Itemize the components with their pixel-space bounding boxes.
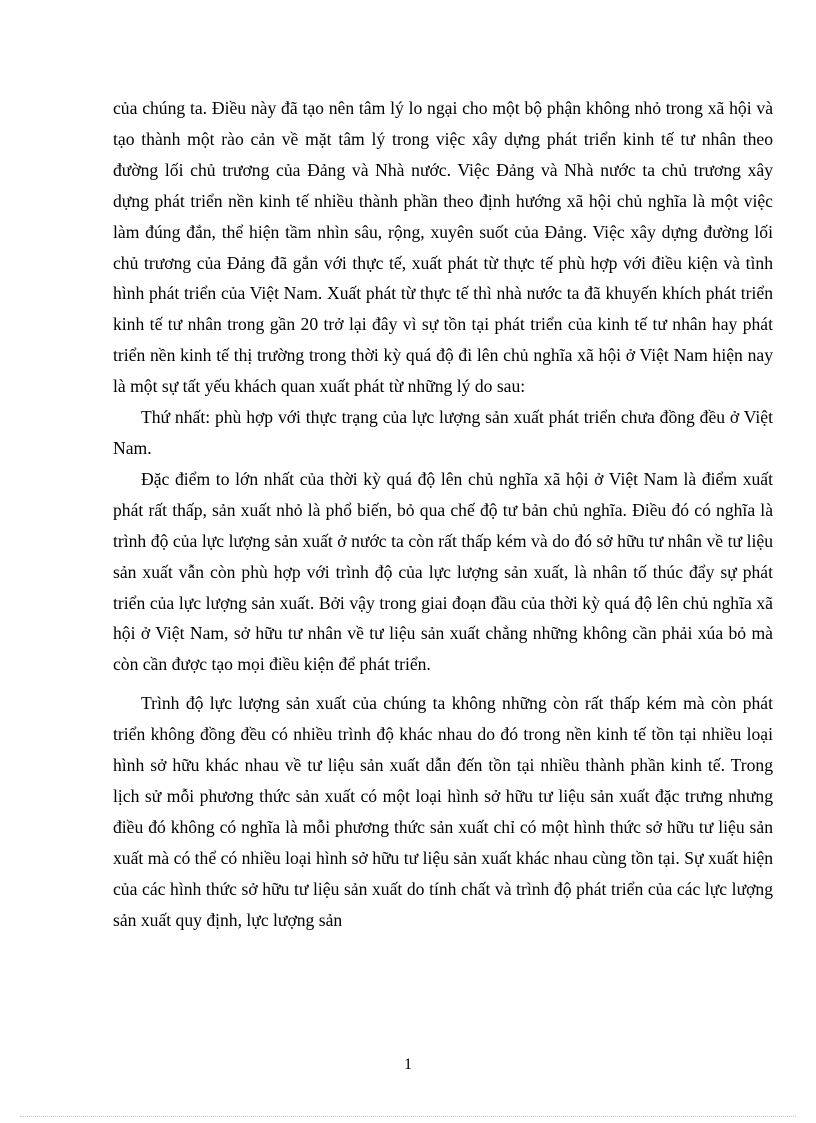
paragraph-productive-forces: Trình độ lực lượng sản xuất của chúng ta không những còn rất thấp kém mà còn phát triển không đồng đều có nhiều trình độ khác nhau do đó trong nền kinh tế tồn tại nhiều loại hình sở hữu khác nhau về tư liệu sản xuất dẫn đến tồn tại nhiều thành phần kinh tế. Trong lịch sử mỗi phương thức sản xuất có một loại hình sở hữu tư liệu sản xuất đặc trưng nhưng điều đó không có nghĩa là mỗi phương thức sản xuất chỉ có một hình thức sở hữu tư liệu sản xuất mà có thể có nhiều loại hình sở hữu tư liệu sản xuất khác nhau cùng tồn tại. Sự xuất hiện của các hình thức sở hữu tư liệu sản xuất do tính chất và trình độ phát triển của các lực lượng sản xuất quy định, lực lượng sản xyxy=(113,693,773,930)
body-text xyxy=(113,93,773,935)
page-number: 1 xyxy=(404,1056,412,1073)
paragraph-development-characteristics: Đặc điểm to lớn nhất của thời kỳ quá độ lên chủ nghĩa xã hội ở Việt Nam là điểm xuất phát rất thấp, sản xuất nhỏ là phổ biến, bỏ qua chế độ tư bản chủ nghĩa. Điều đó có nghĩa là trình độ của lực lượng sản xuất ở nước ta còn rất thấp kém và do đó sở hữu tư nhân về tư liệu sản xuất vẫn còn phù hợp với trình độ của lực lượng sản xuất, là nhân tố thúc đẩy sự phát triển của lực lượng sản xuất. Bởi vậy trong giai đoạn đầu của thời kỳ quá độ lên chủ nghĩa xã hội ở Việt Nam, sở hữu tư nhân về tư liệu sản xuất chẳng những không cần phải xúa bỏ mà còn cần được tạo mọi điều kiện để phát triển. xyxy=(113,468,773,675)
paragraph-first-reason: Thứ nhất: phù hợp với thực trạng của lực lượng sản xuất phát triển chưa đồng đều ở Việt Nam. xyxy=(113,407,773,458)
page-bottom-divider xyxy=(20,1116,796,1117)
paragraph-continued: của chúng ta. Điều này đã tạo nên tâm lý lo ngại cho một bộ phận không nhỏ trong xã hội và tạo thành một rào cản về mặt tâm lý trong việc xây dựng phát triển kinh tế tư nhân theo đường lối chủ trương của Đảng và Nhà nước. Việc Đảng và Nhà nước ta chủ trương xây dựng phát triển nền kinh tế nhiều thành phần theo định hướng xã hội chủ nghĩa là một việc làm đúng đắn, thể hiện tầm nhìn sâu, rộng, xuyên suốt của Đảng. Việc xây dựng đường lối chủ trương của Đảng đã gắn với thực tế, xuất phát từ thực tế phù hợp với điều kiện và tình hình phát triển của Việt Nam. Xuất phát từ thực tế thì nhà nước ta đã khuyến khích phát triển kinh tế tư nhân trong gần 20 trở lại đây vì sự tồn tại phát triển của kinh tế tư nhân hay phát triển nền kinh tế thị trường trong thời kỳ quá độ đi lên chủ nghĩa xã hội ở Việt Nam hiện nay là một sự tất yếu khách quan xuất phát từ những lý do sau: xyxy=(113,98,773,397)
